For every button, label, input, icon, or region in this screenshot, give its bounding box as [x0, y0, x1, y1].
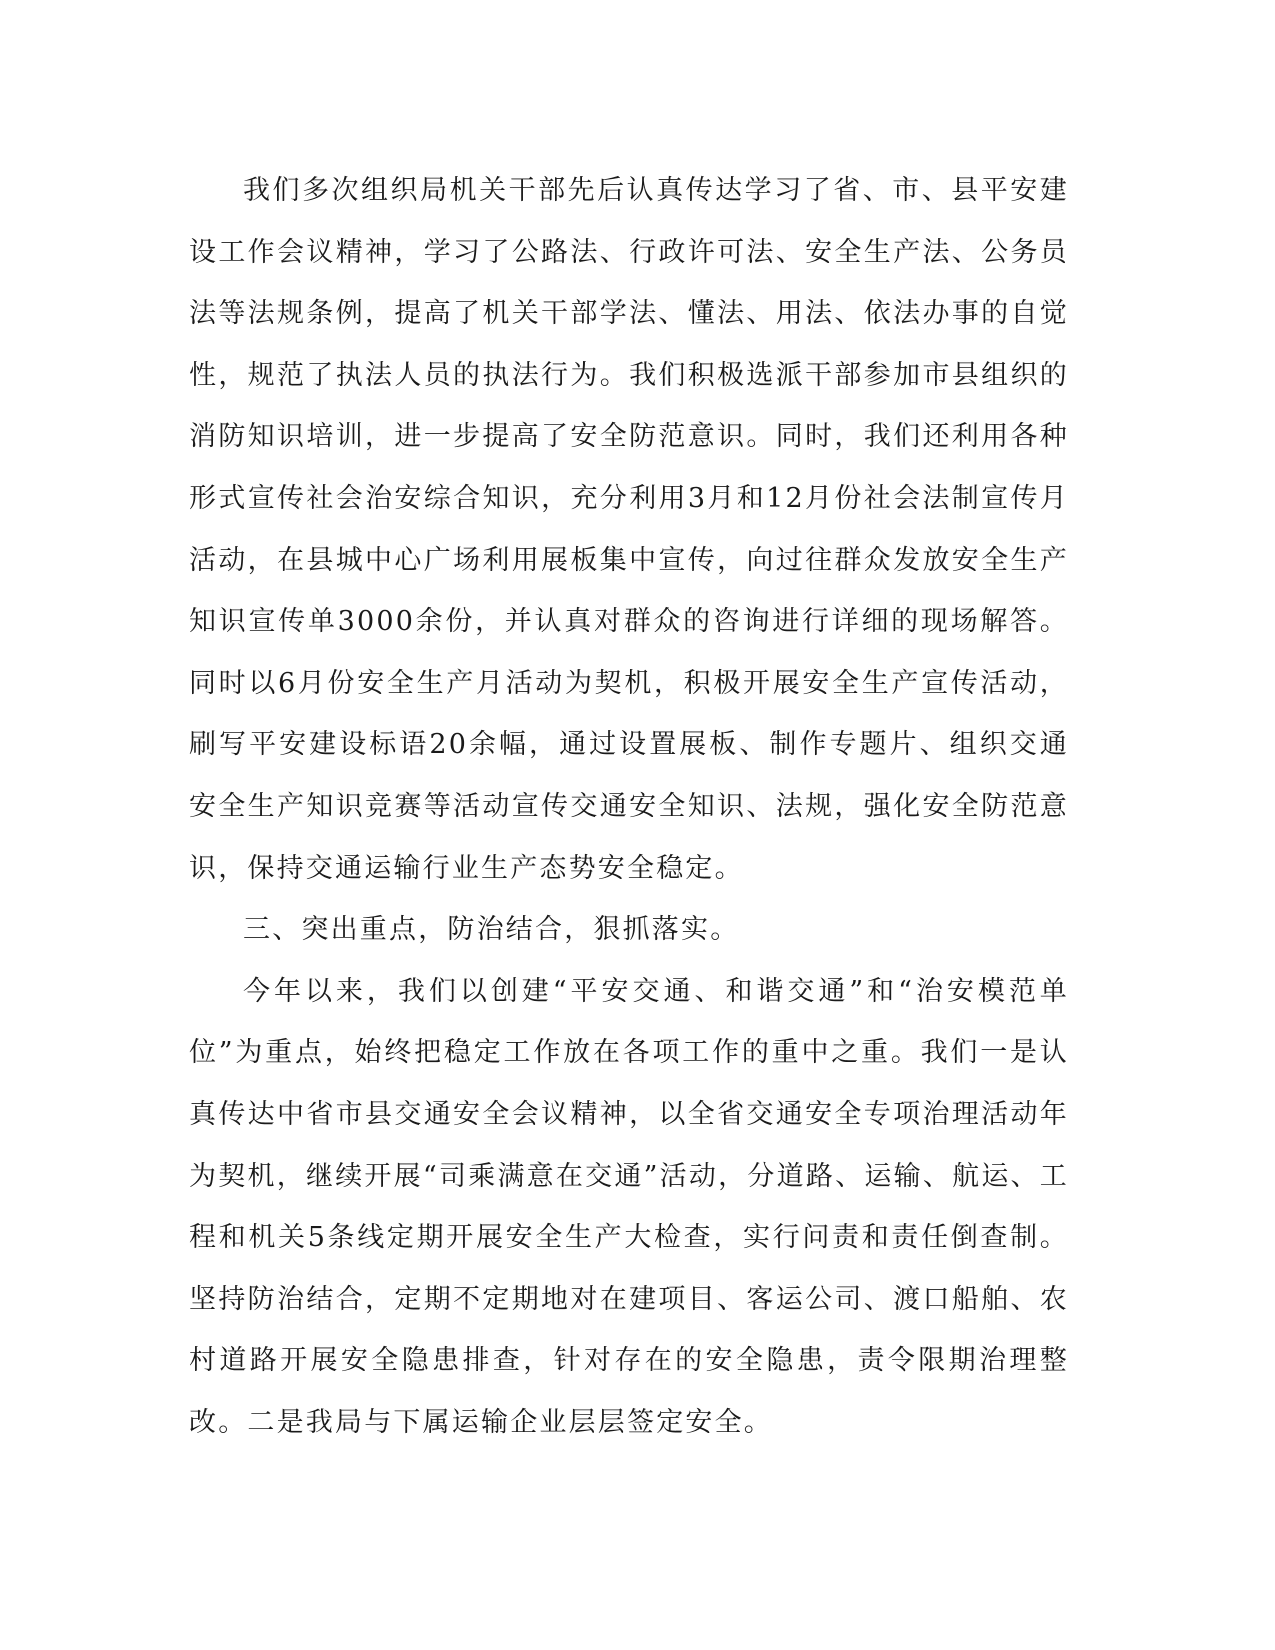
paragraph-legal-study: 我们多次组织局机关干部先后认真传达学习了省、市、县平安建设工作会议精神，学习了公路法、行政许可法、安全生产法、公务员法等法规条例，提高了机关干部学法、懂法、用法、依法办事的自觉性，规范了执法人员的执法行为。我们积极选派干部参加市县组织的消防知识培训，进一步提高了安全防范意识。同时，我们还利用各种形式宣传社会治安综合知识，充分利用3月和12月份社会法制宣传月活动，在县城中心广场利用展板集中宣传，向过往群众发放安全生产知识宣传单3000余份，并认真对群众的咨询进行详细的现场解答。同时以6月份安全生产月活动为契机，积极开展安全生产宣传活动，刷写平安建设标语20余幅，通过设置展板、制作专题片、组织交通安全生产知识竞赛等活动宣传交通安全知识、法规，强化安全防范意识，保持交通运输行业生产态势安全稳定。 — [189, 175, 1069, 884]
document-body — [189, 160, 1069, 1453]
paragraph-safety-work: 今年以来，我们以创建“平安交通、和谐交通”和“治安模范单位”为重点，始终把稳定工作放在各项工作的重中之重。我们一是认真传达中省市县交通安全会议精神，以全省交通安全专项治理活动年为契机，继续开展“司乘满意在交通”活动，分道路、运输、航运、工程和机关5条线定期开展安全生产大检查，实行问责和责任倒查制。坚持防治结合，定期不定期地对在建项目、客运公司、渡口船舶、农村道路开展安全隐患排查，针对存在的安全隐患，责令限期治理整改。二是我局与下属运输企业层层签定安全。 — [189, 975, 1069, 1438]
section-heading-three: 三、突出重点，防治结合，狠抓落实。 — [243, 914, 740, 946]
